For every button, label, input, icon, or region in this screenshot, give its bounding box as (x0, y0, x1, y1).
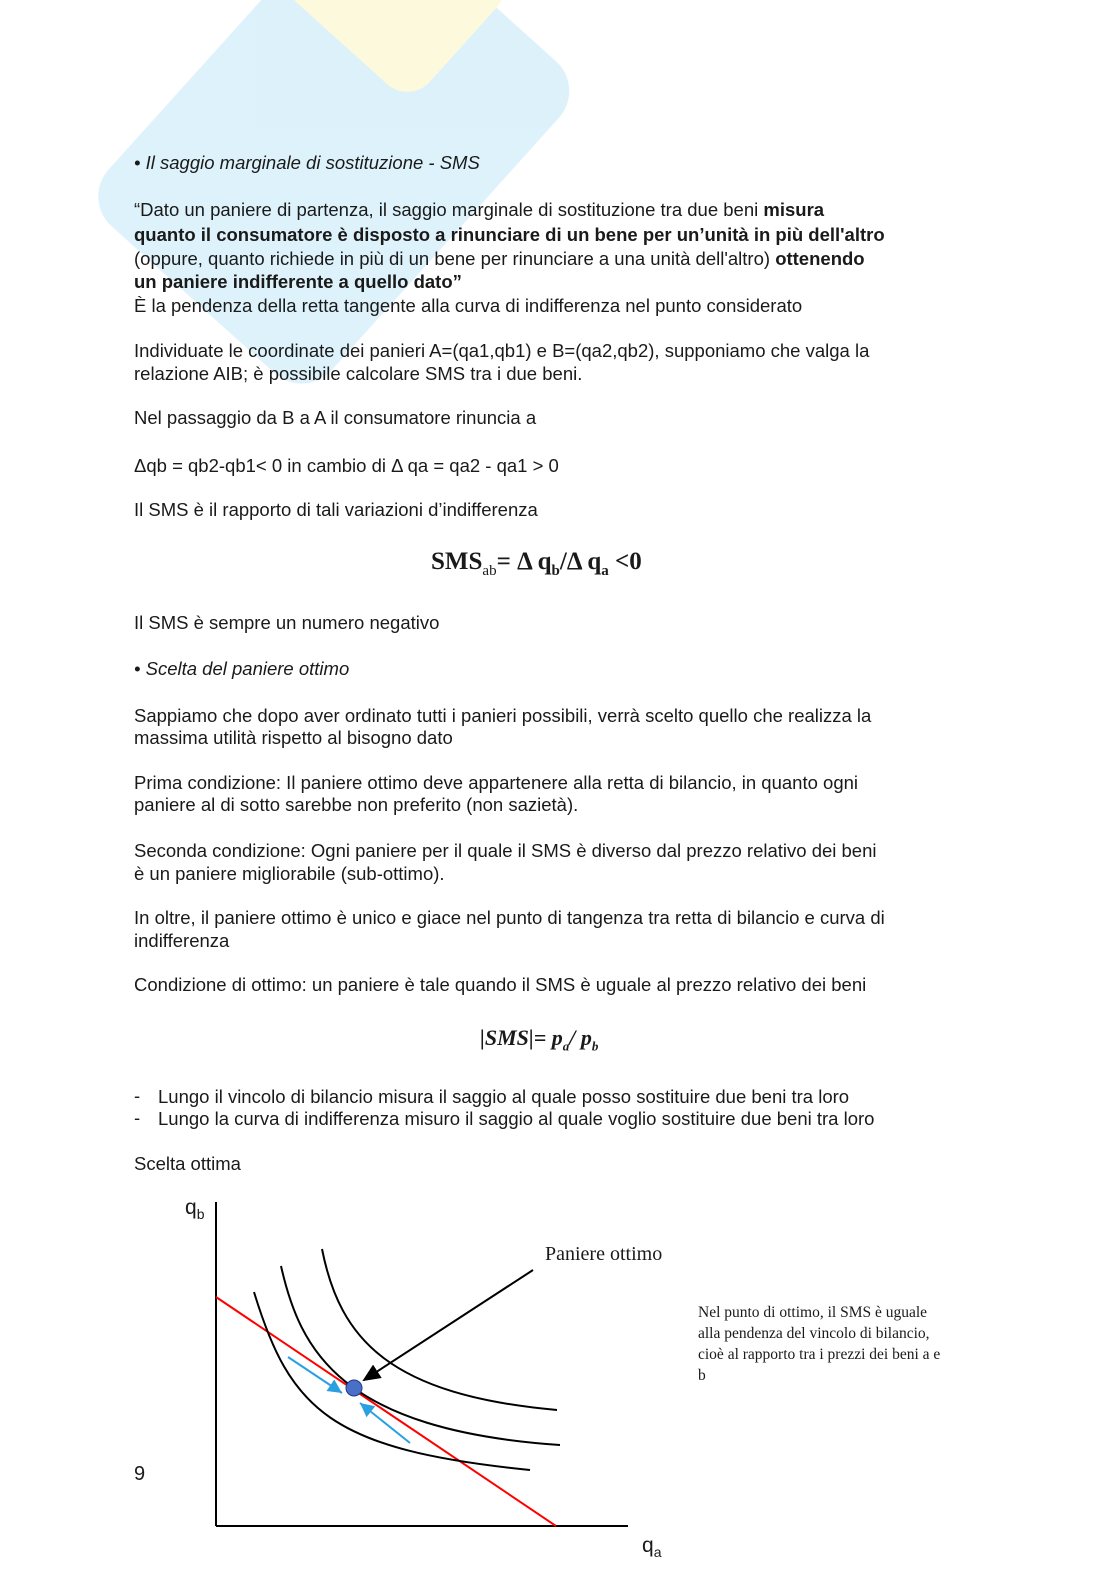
quote-line-1: “Dato un paniere di partenza, il saggio marginale di sostituzione tra due beni misura (134, 199, 825, 220)
diagram-note: Nel punto di ottimo, il SMS è uguale alla pendenza del vincolo di bilancio, cioè al rapporto tra i prezzi dei beni a e b (698, 1304, 941, 1384)
paragraph-negativo: Il SMS è sempre un numero negativo (134, 612, 440, 633)
paragraph-individuate-2: relazione AIB; è possibile calcolare SMS tra i due beni. (134, 363, 583, 384)
y-axis-label: $q_b$ (185, 1196, 205, 1223)
optimum-point (346, 1380, 362, 1396)
formula-optimum: $|SMS|= p_a/$ $p_b$ (480, 1025, 599, 1054)
label-scelta-ottima: Scelta ottima (134, 1153, 241, 1174)
callout-label: Paniere ottimo (545, 1243, 663, 1265)
paragraph-inoltre-2: indifferenza (134, 930, 230, 951)
paragraph-individuate-1: Individuate le coordinate dei panieri A=(qa1,qb1) e B=(qa2,qb2), supponiamo che valga la (134, 340, 870, 361)
section-heading-scelta: • Scelta del paniere ottimo (134, 658, 350, 679)
substitution-arrow-down (288, 1357, 342, 1393)
indifference-curve-2 (281, 1266, 560, 1445)
dash-marker: - (134, 1085, 141, 1106)
paragraph-inoltre-1: In oltre, il paniere ottimo è unico e giace nel punto di tangenza tra retta di bilancio e curva di (134, 907, 885, 928)
paragraph-delta: Δqb = qb2-qb1< 0 in cambio di Δ qa = qa2 - qa1 > 0 (134, 455, 559, 476)
formula-sms: $SMS_{ab}= \Delta$ $q_b/\Delta$ $q_a <0$ (431, 548, 642, 579)
paragraph-seconda-1: Seconda condizione: Ogni paniere per il quale il SMS è diverso dal prezzo relativo dei beni (134, 840, 877, 861)
quote-line-2: quanto il consumatore è disposto a rinunciare di un bene per un’unità in più dell'altro (134, 224, 885, 245)
paragraph-prima-2: paniere al di sotto sarebbe non preferito (non sazietà). (134, 794, 579, 815)
section-heading-sms: • Il saggio marginale di sostituzione - SMS (134, 152, 480, 173)
paragraph-sappiamo-1: Sappiamo che dopo aver ordinato tutti i panieri possibili, verrà scelto quello che realizza la (134, 705, 872, 726)
dash-marker: - (134, 1107, 141, 1128)
page-number: 9 (134, 1463, 146, 1485)
paragraph-pendenza: È la pendenza della retta tangente alla curva di indifferenza nel punto considerato (134, 295, 803, 316)
paragraph-prima-1: Prima condizione: Il paniere ottimo deve appartenere alla retta di bilancio, in quanto ogni (134, 772, 859, 793)
quote-line-3: (oppure, quanto richiede in più di un bene per rinunciare a una unità dell'altro) ottenendo (134, 248, 865, 269)
bullet-item: Lungo il vincolo di bilancio misura il saggio al quale posso sostituire due beni tra loro (158, 1086, 850, 1107)
paragraph-passaggio: Nel passaggio da B a A il consumatore rinuncia a (134, 407, 537, 428)
quote-line-4: un paniere indifferente a quello dato” (134, 271, 462, 292)
paragraph-condizione: Condizione di ottimo: un paniere è tale quando il SMS è uguale al prezzo relativo dei beni (134, 974, 867, 995)
indifference-curve-1 (254, 1292, 530, 1470)
x-axis-label: $q_a$ (642, 1534, 662, 1561)
callout-arrow (364, 1270, 533, 1380)
paragraph-sappiamo-2: massima utilità rispetto al bisogno dato (134, 727, 453, 748)
paragraph-rapporto: Il SMS è il rapporto di tali variazioni d’indifferenza (134, 499, 538, 520)
bullet-item: Lungo la curva di indifferenza misuro il saggio al quale voglio sostituire due beni tra loro (158, 1108, 875, 1129)
paragraph-seconda-2: è un paniere migliorabile (sub-ottimo). (134, 863, 445, 884)
